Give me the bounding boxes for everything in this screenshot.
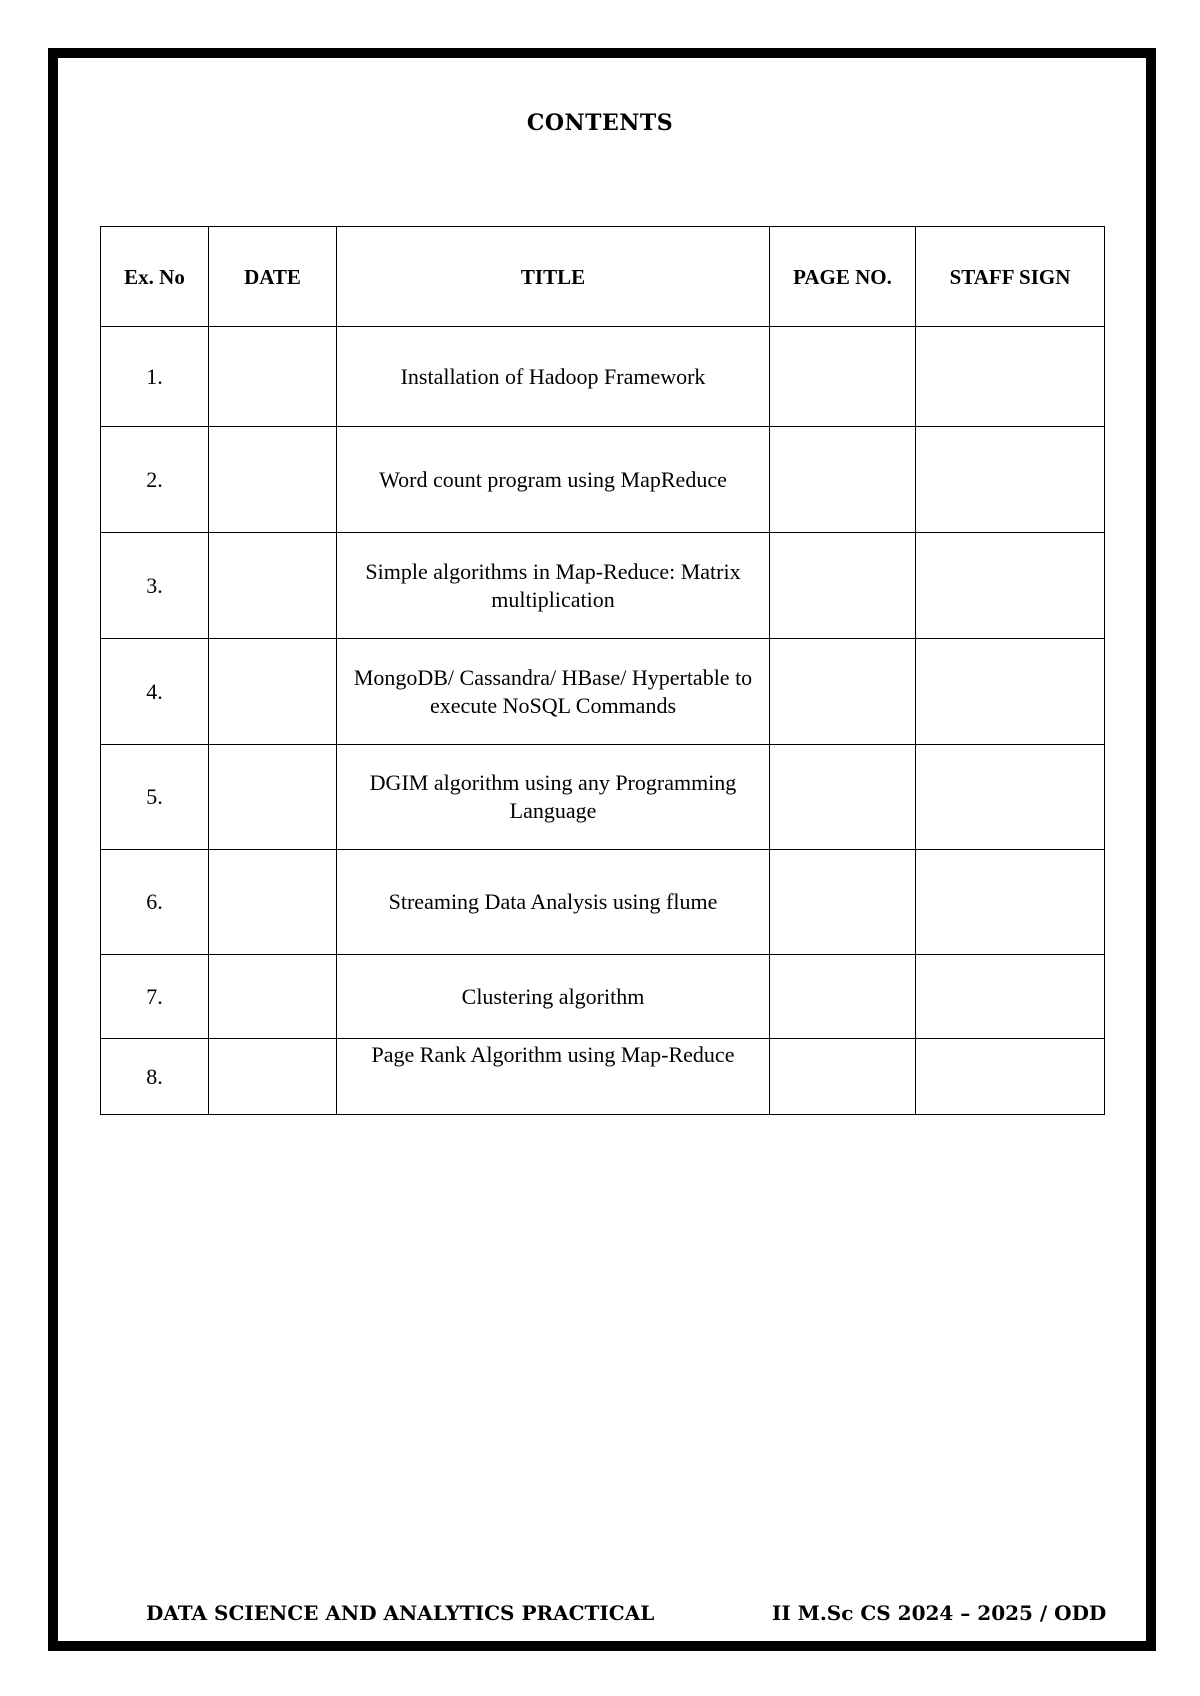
title-cell: Simple algorithms in Map-Reduce: Matrix multiplication	[337, 533, 770, 639]
page-no-cell	[770, 327, 916, 427]
date-cell	[209, 955, 337, 1039]
staff-sign-cell	[916, 327, 1105, 427]
table-row	[101, 1039, 1105, 1115]
table-row	[101, 427, 1105, 533]
title-cell: MongoDB/ Cassandra/ HBase/ Hypertable to execute NoSQL Commands	[337, 639, 770, 745]
title-cell: Clustering algorithm	[337, 955, 770, 1039]
table-row	[101, 533, 1105, 639]
header-title: TITLE	[337, 227, 770, 327]
title-cell: DGIM algorithm using any Programming Language	[337, 745, 770, 850]
footer-class-info: II M.Sc CS 2024 – 2025 / ODD	[772, 1601, 1107, 1625]
ex-no-cell: 3.	[101, 533, 209, 639]
staff-sign-cell	[916, 745, 1105, 850]
table-row	[101, 745, 1105, 850]
ex-no-cell: 4.	[101, 639, 209, 745]
staff-sign-cell	[916, 639, 1105, 745]
staff-sign-cell	[916, 533, 1105, 639]
date-cell	[209, 1039, 337, 1115]
table-row	[101, 327, 1105, 427]
table-row	[101, 639, 1105, 745]
page-no-cell	[770, 850, 916, 955]
page-no-cell	[770, 1039, 916, 1115]
page-title: CONTENTS	[526, 110, 674, 136]
date-cell	[209, 745, 337, 850]
date-cell	[209, 850, 337, 955]
ex-no-cell: 1.	[101, 327, 209, 427]
staff-sign-cell	[916, 1039, 1105, 1115]
page-no-cell	[770, 745, 916, 850]
date-cell	[209, 639, 337, 745]
date-cell	[209, 533, 337, 639]
header-staff-sign: STAFF SIGN	[916, 227, 1105, 327]
staff-sign-cell	[916, 850, 1105, 955]
date-cell	[209, 427, 337, 533]
footer-course-title: DATA SCIENCE AND ANALYTICS PRACTICAL	[146, 1601, 655, 1625]
page-no-cell	[770, 639, 916, 745]
ex-no-cell: 8.	[101, 1039, 209, 1115]
page-no-cell	[770, 955, 916, 1039]
date-cell	[209, 327, 337, 427]
title-cell: Installation of Hadoop Framework	[337, 327, 770, 427]
table-row	[101, 850, 1105, 955]
table-row	[101, 955, 1105, 1039]
title-cell: Streaming Data Analysis using flume	[337, 850, 770, 955]
ex-no-cell: 5.	[101, 745, 209, 850]
contents-table	[100, 226, 1105, 1115]
ex-no-cell: 6.	[101, 850, 209, 955]
ex-no-cell: 2.	[101, 427, 209, 533]
staff-sign-cell	[916, 955, 1105, 1039]
header-date: DATE	[209, 227, 337, 327]
title-cell: Word count program using MapReduce	[337, 427, 770, 533]
ex-no-cell: 7.	[101, 955, 209, 1039]
page-no-cell	[770, 533, 916, 639]
table-header-row	[101, 227, 1105, 327]
staff-sign-cell	[916, 427, 1105, 533]
page-no-cell	[770, 427, 916, 533]
title-cell: Page Rank Algorithm using Map-Reduce	[337, 1039, 770, 1115]
header-ex-no: Ex. No	[101, 227, 209, 327]
header-page-no: PAGE NO.	[770, 227, 916, 327]
